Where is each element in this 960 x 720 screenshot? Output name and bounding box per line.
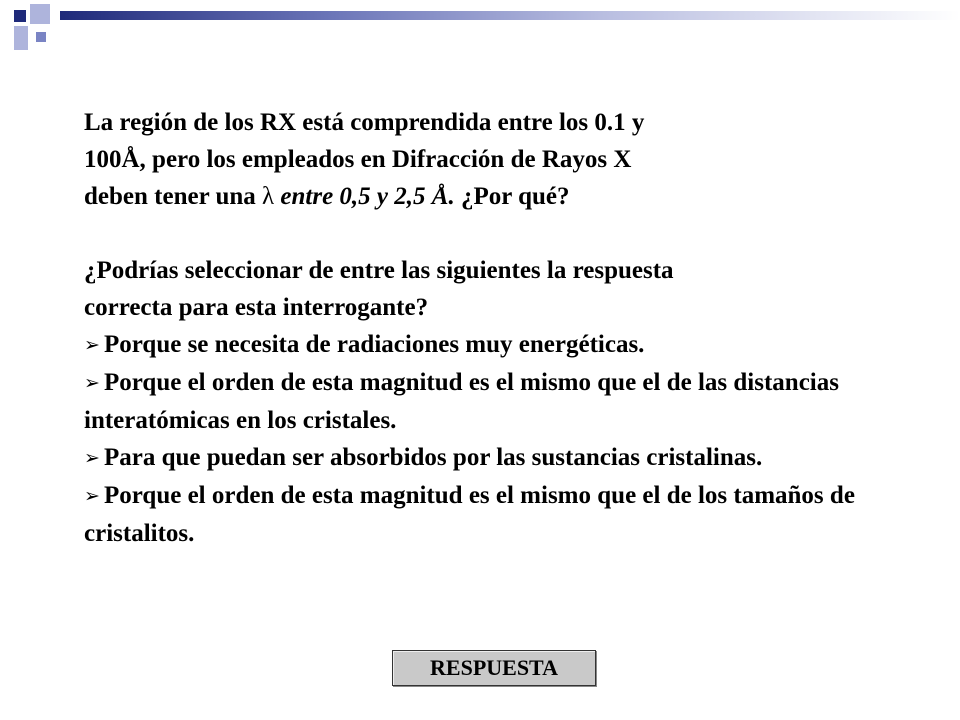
question-text: La región de los RX está comprendida entre los 0.1 y 100Å, pero los empleados en Difracción de Rayos X deben tener una λ entre 0,5 y 2,5 Å. ¿Por qué? xyxy=(84,109,645,210)
corner-square-small xyxy=(36,32,46,42)
option-4[interactable]: ➢ Porque el orden de esta magnitud es el mismo que el de los tamaños de cristalitos. xyxy=(84,477,884,552)
arrow-bullet-icon: ➢ xyxy=(84,372,100,394)
lambda-symbol: λ xyxy=(262,183,275,210)
corner-square-navy xyxy=(14,10,26,22)
respuesta-button[interactable]: RESPUESTA xyxy=(392,650,596,686)
prompt-text: ¿Podrías seleccionar de entre las siguientes la respuesta correcta para esta interrogante? xyxy=(84,257,674,321)
arrow-bullet-icon: ➢ xyxy=(84,485,100,507)
option-2[interactable]: ➢ Porque el orden de esta magnitud es el mismo que el de las distancias interatómicas en los cristales. xyxy=(84,364,884,439)
answer-options xyxy=(84,326,884,552)
arrow-bullet-icon: ➢ xyxy=(84,447,100,469)
slide-content xyxy=(84,104,884,552)
corner-square-light xyxy=(30,4,50,24)
option-1[interactable]: ➢ Porque se necesita de radiaciones muy energéticas. xyxy=(84,326,884,364)
arrow-bullet-icon: ➢ xyxy=(84,334,100,356)
option-3[interactable]: ➢ Para que puedan ser absorbidos por las sustancias cristalinas. xyxy=(84,439,884,477)
header-gradient-bar xyxy=(60,11,960,20)
corner-square-light-2 xyxy=(14,26,28,50)
